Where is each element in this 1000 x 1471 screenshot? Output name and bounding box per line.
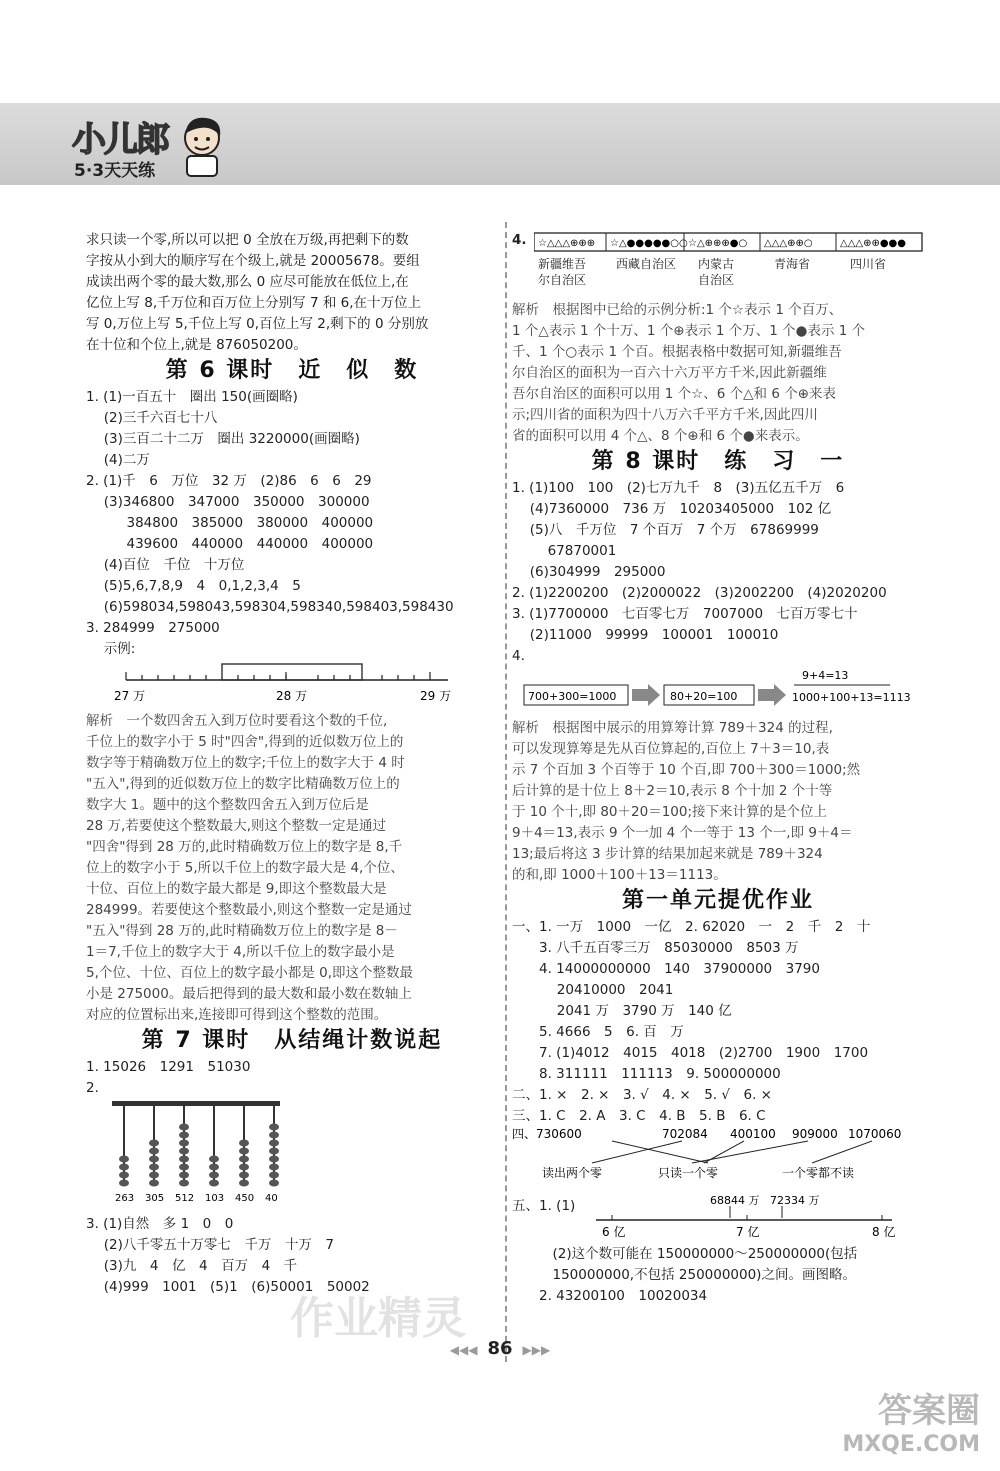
abacus-bead <box>239 1180 249 1187</box>
answer-line: 7. (1)4012 4015 4018 (2)2700 1900 1700 <box>512 1045 869 1061</box>
answer-line: (2)这个数可能在 150000000～250000000(包括 <box>512 1246 858 1262</box>
answer-line: 2. <box>86 1080 99 1096</box>
abacus-bead <box>179 1132 189 1139</box>
match-category: 只读一个零 <box>658 1166 719 1180</box>
number-line-27-29 <box>86 660 498 704</box>
section-title-unit: 第一单元提优作业 <box>621 888 814 913</box>
explain-line: 对应的位置标出来,连接即可得到这个整数的范围。 <box>86 1007 388 1023</box>
prev-arrows-icon: ◀◀◀ <box>449 1343 478 1357</box>
explain-line: "四舍"得到 28 万的,此时精确数万位上的数字是 8,千 <box>86 839 403 855</box>
abacus-label: 263 <box>115 1193 135 1204</box>
explain-line: 数字等于精确数万位上的数字;千位上的数字大于 4 时 <box>86 755 405 771</box>
answer-line: (5)5,6,7,8,9 4 0,1,2,3,4 5 <box>86 578 301 594</box>
region-label: 内蒙古 自治区 <box>698 257 735 287</box>
abacus-bead <box>209 1180 219 1187</box>
abacus-bead <box>269 1164 279 1171</box>
text-line: 在十位和个位上,就是 876050200。 <box>86 337 307 353</box>
abacus-bead <box>269 1156 279 1163</box>
abacus-bead <box>209 1156 219 1163</box>
svg-text:☆△⊕⊕⊕●○: ☆△⊕⊕⊕●○ <box>688 238 748 249</box>
abacus-label: 450 <box>235 1193 255 1204</box>
answer-line: 1. 15026 1291 51030 <box>86 1059 251 1075</box>
lesson6-explanation <box>86 711 498 1026</box>
abacus-bead <box>149 1140 159 1147</box>
page-number: ◀◀◀ 86 ▶▶▶ <box>449 1338 551 1359</box>
answer-line: 8. 311111 111113 9. 500000000 <box>512 1066 781 1082</box>
column-divider <box>505 222 507 1362</box>
footer-logo: 答案圈 <box>878 1391 980 1431</box>
answer-line: 4. <box>512 648 525 664</box>
text-line: 求只读一个零,所以可以把 0 全放在万级,再把剩下的数 <box>86 232 409 248</box>
text-line: 成读出两个零的最大数,那么 0 应尽可能放在低位上,在 <box>86 274 409 290</box>
abacus-bead <box>179 1172 189 1179</box>
numline-label-29: 29 万 <box>420 689 452 703</box>
abacus-label: 103 <box>205 1193 225 1204</box>
mascot-icon <box>178 112 228 178</box>
numline-label-27: 27 万 <box>114 689 146 703</box>
abacus-bead <box>179 1180 189 1187</box>
axis-7yi: 7 亿 <box>736 1225 760 1239</box>
answer-line: 3. 八千五百零三万 85030000 8503 万 <box>512 940 799 956</box>
symbol-strip <box>534 232 924 254</box>
mark-68844: 68844 万 <box>710 1194 760 1207</box>
suanchou-flow <box>512 667 912 711</box>
explain-line: 13;最后将这 3 步计算的结果加起来就是 789＋324 <box>512 846 823 862</box>
abacus-bead <box>149 1156 159 1163</box>
abacus-bead <box>209 1164 219 1171</box>
abacus-label: 512 <box>175 1193 195 1204</box>
lesson7-answers-a <box>86 1057 498 1099</box>
flow-step-2: 80+20=100 <box>670 690 738 703</box>
abacus-bead <box>209 1172 219 1179</box>
region-label: 新疆维吾 尔自治区 <box>538 257 587 287</box>
abacus-bead <box>269 1172 279 1179</box>
answer-line: 示例: <box>86 641 136 657</box>
explain-line: 9＋4＝13,表示 9 个一加 4 个一等于 13 个一,即 9＋4＝ <box>512 825 853 841</box>
abacus-bead <box>269 1180 279 1187</box>
abacus-bead <box>239 1172 249 1179</box>
text-line: 字按从小到大的顺序写在个级上,就是 20005678。要组 <box>86 253 420 269</box>
region-label: 西藏自治区 <box>616 257 677 271</box>
next-arrows-icon: ▶▶▶ <box>522 1343 551 1357</box>
answer-line: 20410000 2041 <box>512 982 674 998</box>
abacus-bead <box>239 1140 249 1147</box>
watermark: 作业精灵 <box>290 1293 466 1344</box>
abacus-bead <box>119 1172 129 1179</box>
answer-line: 150000000,不包括 250000000)之间。画图略。 <box>512 1267 856 1283</box>
abacus-bead <box>149 1164 159 1171</box>
text-line: 写 0,万位上写 5,千位上写 0,百位上写 2,剩下的 0 分别放 <box>86 316 429 332</box>
intro-text <box>86 230 498 356</box>
abacus-bead <box>239 1156 249 1163</box>
explain-line: 解析 根据图中已给的示例分析:1 个☆表示 1 个百万、 <box>512 302 843 318</box>
match-category: 一个零都不读 <box>782 1166 855 1180</box>
abacus-bead <box>179 1164 189 1171</box>
answer-line: (2)三千六百七十八 <box>86 410 218 426</box>
abacus-bead <box>119 1156 129 1163</box>
abacus-bead <box>239 1164 249 1171</box>
answer-line: (6)598034,598043,598304,598340,598403,598430 <box>86 599 454 615</box>
brand-subtitle: 5·3天天练 <box>74 161 156 181</box>
explain-line: 可以发现算筹是先从百位算起的,百位上 7＋3＝10,表 <box>512 741 830 757</box>
numline-label-28: 28 万 <box>276 689 308 703</box>
explain-line: 284999。若要使这个整数最小,则这个整数一定是通过 <box>86 902 412 918</box>
abacus-bead <box>239 1148 249 1155</box>
answer-line: (2)八千零五十万零七 千万 十万 7 <box>86 1237 335 1253</box>
left-column <box>86 230 498 1298</box>
answer-line: (4)二万 <box>86 452 150 468</box>
q5-rest <box>512 1244 924 1307</box>
answer-line: 67870001 <box>512 543 617 559</box>
answer-line: 4. 14000000000 140 37900000 3790 <box>512 961 820 977</box>
explain-line: 28 万,若要使这个整数最大,则这个整数一定是通过 <box>86 818 387 834</box>
answer-line: 2. (1)千 6 万位 32 万 (2)86 6 6 29 <box>86 473 372 489</box>
region-labels <box>538 256 918 300</box>
answer-line: (4)百位 千位 十万位 <box>86 557 245 573</box>
explain-line: 千位上的数字小于 5 时"四舍",得到的近似数万位上的 <box>86 734 404 750</box>
answer-line: 2. (1)2200200 (2)2000022 (3)2002200 (4)2020200 <box>512 585 887 601</box>
explain-line: 于 10 个十,即 80＋20＝100;接下来计算的是个位上 <box>512 804 828 820</box>
explain-line: 省的面积可以用 4 个△、8 个⊕和 6 个●来表示。 <box>512 428 809 444</box>
abacus-label: 305 <box>145 1193 165 1204</box>
match-number: 400100 <box>730 1127 776 1141</box>
answer-line: (3)346800 347000 350000 300000 <box>86 494 370 510</box>
explain-line: 5,个位、十位、百位上的数字最小都是 0,即这个整数最 <box>86 965 414 981</box>
q5-label: 五、1. (1) <box>512 1198 576 1214</box>
answer-line: (4)7360000 736 万 10203405000 102 亿 <box>512 501 832 517</box>
explain-line: "五入"得到 28 万的,此时精确数万位上的数字是 8－ <box>86 923 398 939</box>
section-title-lesson7: 第 7 课时 从结绳计数说起 <box>141 1028 443 1053</box>
explain-line: 示 7 个百加 3 个百等于 10 个百,即 700＋300＝1000;然 <box>512 762 861 778</box>
answer-line: 3. 284999 275000 <box>86 620 220 636</box>
answer-line: 1. (1)一百五十 圈出 150(画圈略) <box>86 389 298 405</box>
text-line: 亿位上写 8,千万位和百万位上分别写 7 和 6,在十万位上 <box>86 295 422 311</box>
answer-line: 2. 43200100 10020034 <box>512 1288 708 1304</box>
answer-line: 1. (1)100 100 (2)七万九千 8 (3)五亿五千万 6 <box>512 480 845 496</box>
explain-line: 吾尔自治区的面积可以用 1 个☆、6 个△和 6 个⊕来表 <box>512 386 837 402</box>
flow-result: 1000+100+13=1113 <box>792 691 911 704</box>
answer-line: 439600 440000 440000 400000 <box>86 536 374 552</box>
match-category: 读出两个零 <box>542 1166 603 1180</box>
explain-line: 尔自治区的面积为一百六十六万平方千米,因此新疆维 <box>512 365 827 381</box>
explain-line: 解析 一个数四舍五入到万位时要看这个数的千位, <box>86 713 388 729</box>
svg-text:☆△●●●●●○○: ☆△●●●●●○○ <box>610 238 688 249</box>
abacus-bead <box>269 1148 279 1155</box>
answer-line: 384800 385000 380000 400000 <box>86 515 374 531</box>
answer-line: 3. (1)7700000 七百零七万 7007000 七百万零七十 <box>512 606 858 622</box>
flow-step-1: 700+300=1000 <box>528 690 617 703</box>
svg-text:△△△⊕⊕●●●: △△△⊕⊕●●● <box>840 238 907 249</box>
match-number: 909000 <box>792 1127 838 1141</box>
match-number: 702084 <box>662 1127 708 1141</box>
match-number: 1070060 <box>848 1127 902 1141</box>
footer-url: MXQE.COM <box>842 1432 980 1457</box>
right-column <box>512 230 924 1307</box>
region-label: 青海省 <box>774 257 811 271</box>
abacus-bead <box>119 1180 129 1187</box>
abacus-label: 40 <box>265 1193 278 1204</box>
explain-line: 十位、百位上的数字最大都是 9,即这个整数最大是 <box>86 881 387 897</box>
abacus-bead <box>149 1180 159 1187</box>
explain-line: 后计算的是十位上 8＋2＝10,表示 8 个十加 2 个十等 <box>512 783 833 799</box>
explain-line: 示;四川省的面积为四十八万六千平方千米,因此四川 <box>512 407 818 423</box>
lesson8-explanation <box>512 718 924 886</box>
q5-number-line <box>512 1190 924 1244</box>
axis-6yi: 6 亿 <box>602 1225 626 1239</box>
svg-text:△△△⊕⊕○: △△△⊕⊕○ <box>764 238 813 249</box>
match-number: 四、730600 <box>512 1127 582 1141</box>
footer-watermark <box>842 1383 980 1457</box>
explain-line: 1＝7,千位上的数字大于 4,所以千位上的数字最小是 <box>86 944 395 960</box>
abacus-figure <box>108 1099 328 1207</box>
abacus-bead <box>179 1148 189 1155</box>
region-label: 四川省 <box>850 257 887 271</box>
lesson8-answers <box>512 478 924 667</box>
answer-line: (3)三百二十二万 圈出 3220000(画圈略) <box>86 431 360 447</box>
answer-line: (5)八 千万位 7 个百万 7 个万 67869999 <box>512 522 819 538</box>
svg-text:☆△△△⊕⊕⊕: ☆△△△⊕⊕⊕ <box>538 238 596 249</box>
abacus-bead <box>119 1164 129 1171</box>
explain-line: 小是 275000。最后把得到的最大数和最小数在数轴上 <box>86 986 412 1002</box>
answer-line: 3. (1)自然 多 1 0 0 <box>86 1216 234 1232</box>
explain-line: "五入",得到的近似数万位上的数字比精确数万位上的 <box>86 776 400 792</box>
answer-line: 二、1. × 2. × 3. √ 4. × 5. √ 6. × <box>512 1087 772 1103</box>
section-title-lesson8: 第 8 课时 练 习 一 <box>591 449 845 474</box>
axis-8yi: 8 亿 <box>872 1225 896 1239</box>
abacus-bead <box>269 1132 279 1139</box>
q4-symbol-table <box>512 230 924 300</box>
explain-line: 位上的数字小于 5,所以千位上的数字最大是 4,个位、 <box>86 860 404 876</box>
answer-line: 2041 万 3790 万 140 亿 <box>512 1003 732 1019</box>
brand-name: 小儿郎 <box>72 120 168 160</box>
answer-line: 三、1. C 2. A 3. C 4. B 5. B 6. C <box>512 1108 766 1124</box>
q4-label: 4. <box>512 232 527 248</box>
section-title-lesson6: 第 6 课时 近 似 数 <box>165 358 419 383</box>
flow-step-3: 9+4=13 <box>802 669 849 682</box>
explain-line: 千、1 个○表示 1 个百。根据表格中数据可知,新疆维吾 <box>512 344 842 360</box>
mark-72334: 72334 万 <box>770 1194 820 1207</box>
abacus-bead <box>149 1172 159 1179</box>
explain-line: 的和,即 1000＋100＋13＝1113。 <box>512 867 727 883</box>
abacus-bead <box>179 1140 189 1147</box>
abacus-bead <box>269 1124 279 1131</box>
explain-line: 解析 根据图中展示的用算筹计算 789＋324 的过程, <box>512 720 833 736</box>
answer-line: 一、1. 一万 1000 一亿 2. 62020 一 2 千 2 十 <box>512 919 871 935</box>
answer-line: (4)999 1001 (5)1 (6)50001 50002 <box>86 1279 370 1295</box>
matching-figure <box>512 1127 912 1183</box>
answer-line: (6)304999 295000 <box>512 564 666 580</box>
answer-line: (2)11000 99999 100001 100010 <box>512 627 779 643</box>
lesson6-answers <box>86 387 498 660</box>
brand-logo <box>72 112 168 181</box>
unit-answers <box>512 917 924 1127</box>
abacus-bead <box>179 1156 189 1163</box>
abacus-bead <box>149 1148 159 1155</box>
abacus-bead <box>179 1124 189 1131</box>
answer-line: 5. 4666 5 6. 百 万 <box>512 1024 684 1040</box>
explain-line: 1 个△表示 1 个十万、1 个⊕表示 1 个万、1 个●表示 1 个 <box>512 323 866 339</box>
q4-explanation <box>512 300 924 447</box>
explain-line: 数字大 1。题中的这个整数四舍五入到万位后是 <box>86 797 369 813</box>
abacus-bead <box>269 1140 279 1147</box>
answer-line: (3)九 4 亿 4 百万 4 千 <box>86 1258 298 1274</box>
